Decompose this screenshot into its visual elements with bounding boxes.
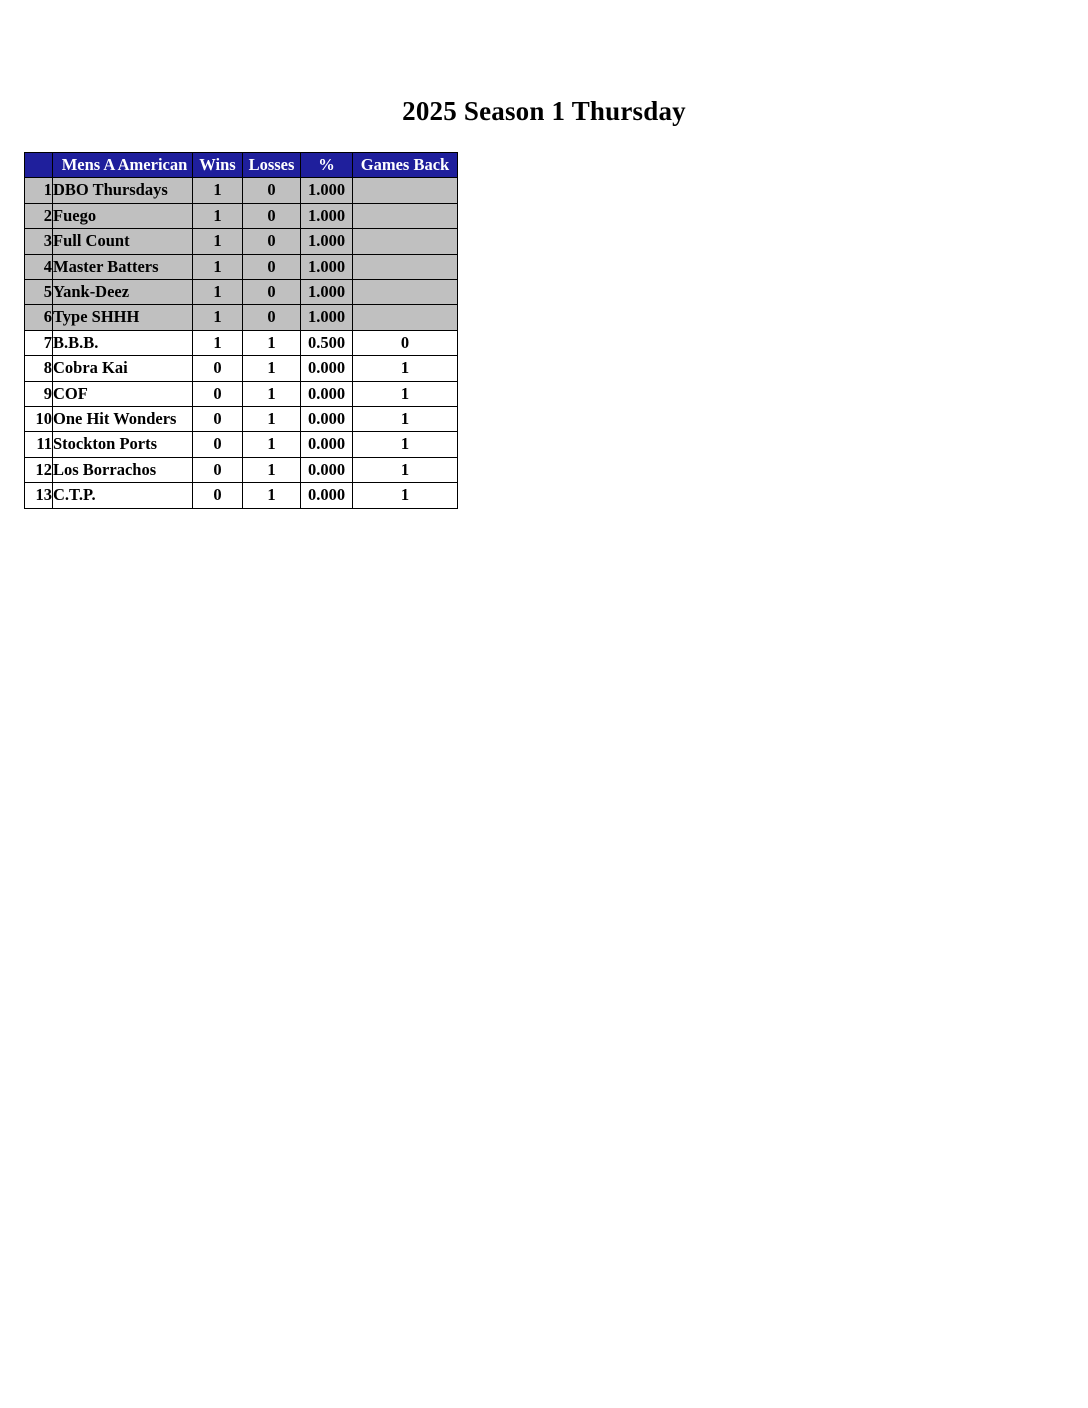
cell-games-back — [353, 203, 458, 228]
cell-wins: 1 — [193, 229, 243, 254]
table-row — [25, 305, 458, 330]
table-row — [25, 483, 458, 508]
table-row — [25, 381, 458, 406]
cell-wins: 1 — [193, 305, 243, 330]
cell-games-back — [353, 178, 458, 203]
table-row — [25, 407, 458, 432]
cell-team: Los Borrachos — [53, 457, 193, 482]
column-header-wins: Wins — [193, 153, 243, 178]
cell-team: Full Count — [53, 229, 193, 254]
table-row — [25, 254, 458, 279]
standings-table — [24, 152, 458, 509]
cell-team: Fuego — [53, 203, 193, 228]
cell-pct: 1.000 — [301, 178, 353, 203]
cell-losses: 0 — [243, 280, 301, 305]
cell-team: Yank-Deez — [53, 280, 193, 305]
table-row — [25, 229, 458, 254]
cell-rank: 5 — [25, 280, 53, 305]
cell-rank: 7 — [25, 330, 53, 355]
page-title: 2025 Season 1 Thursday — [402, 96, 686, 126]
cell-pct: 1.000 — [301, 305, 353, 330]
cell-team: COF — [53, 381, 193, 406]
cell-rank: 13 — [25, 483, 53, 508]
cell-team: Stockton Ports — [53, 432, 193, 457]
standings-table-container — [24, 152, 458, 509]
cell-wins: 0 — [193, 381, 243, 406]
cell-wins: 1 — [193, 254, 243, 279]
cell-pct: 1.000 — [301, 203, 353, 228]
cell-team: DBO Thursdays — [53, 178, 193, 203]
cell-rank: 1 — [25, 178, 53, 203]
cell-rank: 9 — [25, 381, 53, 406]
table-row — [25, 280, 458, 305]
table-row — [25, 203, 458, 228]
cell-games-back: 1 — [353, 407, 458, 432]
cell-wins: 1 — [193, 330, 243, 355]
cell-rank: 2 — [25, 203, 53, 228]
column-header-team: Mens A American — [53, 153, 193, 178]
cell-losses: 0 — [243, 178, 301, 203]
cell-losses: 0 — [243, 254, 301, 279]
column-header-games-back: Games Back — [353, 153, 458, 178]
column-header-losses: Losses — [243, 153, 301, 178]
column-header-rank — [25, 153, 53, 178]
cell-losses: 0 — [243, 203, 301, 228]
cell-losses: 1 — [243, 330, 301, 355]
cell-games-back: 1 — [353, 381, 458, 406]
cell-games-back: 1 — [353, 457, 458, 482]
cell-rank: 8 — [25, 356, 53, 381]
cell-team: Cobra Kai — [53, 356, 193, 381]
table-row — [25, 356, 458, 381]
cell-rank: 10 — [25, 407, 53, 432]
cell-games-back: 1 — [353, 483, 458, 508]
cell-pct: 0.000 — [301, 356, 353, 381]
cell-team: C.T.P. — [53, 483, 193, 508]
table-row — [25, 178, 458, 203]
cell-pct: 1.000 — [301, 280, 353, 305]
table-header-row — [25, 153, 458, 178]
cell-games-back — [353, 254, 458, 279]
table-row — [25, 330, 458, 355]
cell-pct: 0.000 — [301, 483, 353, 508]
cell-pct: 1.000 — [301, 229, 353, 254]
cell-rank: 11 — [25, 432, 53, 457]
cell-team: B.B.B. — [53, 330, 193, 355]
cell-team: One Hit Wonders — [53, 407, 193, 432]
cell-losses: 1 — [243, 432, 301, 457]
cell-losses: 0 — [243, 229, 301, 254]
cell-games-back: 1 — [353, 432, 458, 457]
cell-pct: 1.000 — [301, 254, 353, 279]
cell-losses: 1 — [243, 457, 301, 482]
cell-pct: 0.000 — [301, 457, 353, 482]
cell-pct: 0.000 — [301, 432, 353, 457]
standings-table-body — [25, 178, 458, 508]
cell-rank: 3 — [25, 229, 53, 254]
cell-pct: 0.000 — [301, 407, 353, 432]
cell-losses: 0 — [243, 305, 301, 330]
cell-wins: 0 — [193, 356, 243, 381]
table-row — [25, 432, 458, 457]
cell-losses: 1 — [243, 356, 301, 381]
cell-losses: 1 — [243, 483, 301, 508]
cell-games-back — [353, 229, 458, 254]
cell-games-back: 0 — [353, 330, 458, 355]
cell-wins: 0 — [193, 407, 243, 432]
cell-rank: 6 — [25, 305, 53, 330]
cell-games-back: 1 — [353, 356, 458, 381]
cell-losses: 1 — [243, 381, 301, 406]
cell-wins: 1 — [193, 178, 243, 203]
cell-wins: 1 — [193, 203, 243, 228]
cell-team: Type SHHH — [53, 305, 193, 330]
cell-wins: 0 — [193, 457, 243, 482]
cell-rank: 4 — [25, 254, 53, 279]
cell-losses: 1 — [243, 407, 301, 432]
column-header-pct: % — [301, 153, 353, 178]
cell-wins: 1 — [193, 280, 243, 305]
cell-pct: 0.500 — [301, 330, 353, 355]
cell-games-back — [353, 280, 458, 305]
cell-wins: 0 — [193, 432, 243, 457]
table-row — [25, 457, 458, 482]
cell-games-back — [353, 305, 458, 330]
cell-wins: 0 — [193, 483, 243, 508]
cell-team: Master Batters — [53, 254, 193, 279]
cell-pct: 0.000 — [301, 381, 353, 406]
cell-rank: 12 — [25, 457, 53, 482]
